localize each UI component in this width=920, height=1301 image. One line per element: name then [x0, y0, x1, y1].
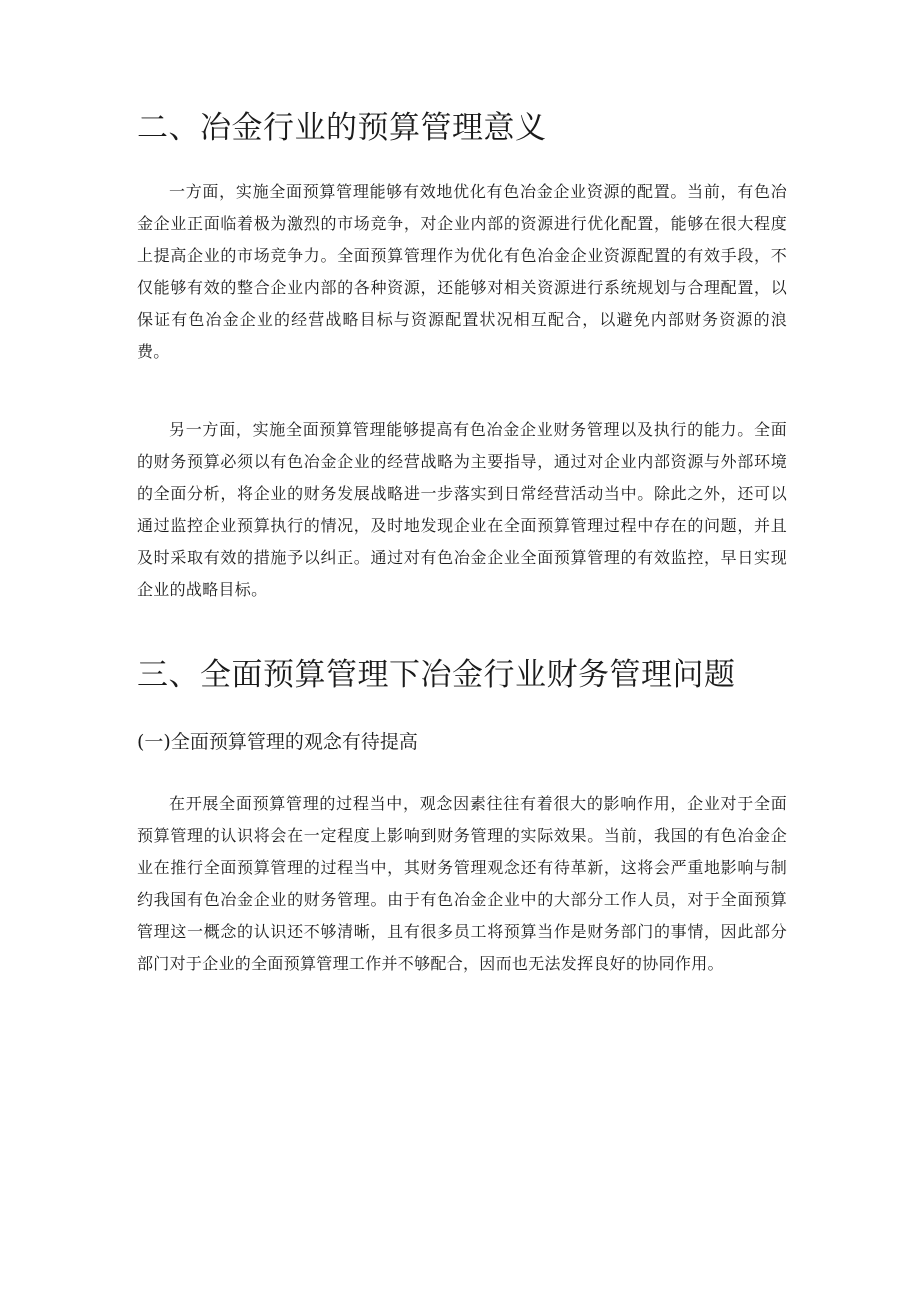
paragraph-financial-execution: 另一方面，实施全面预算管理能够提高有色冶金企业财务管理以及执行的能力。全面的财务预算必须以有色冶金企业的经营战略为主要指导，通过对企业内部资源与外部环境的全面分析，将企业的财务发展战略进一步落实到日常经营活动当中。除此之外，还可以通过监控企业预算执行的情况，及时地发现企业在全面预算管理过程中存在的问题，并且及时采取有效的措施予以纠正。通过对有色冶金企业全面预算管理的有效监控，早日实现企业的战略目标。 [137, 420, 787, 599]
paragraph-budget-concept: 在开展全面预算管理的过程当中，观念因素往往有着很大的影响作用，企业对于全面预算管理的认识将会在一定程度上影响到财务管理的实际效果。当前，我国的有色冶金企业在推行全面预算管理的过程当中，其财务管理观念还有待革新，这将会严重地影响与制约我国有色冶金企业的财务管理。由于有色冶金企业中的大部分工作人员，对于全面预算管理这一概念的认识还不够清晰，且有很多员工将预算当作是财务部门的事情，因此部分部门对于企业的全面预算管理工作并不够配合，因而也无法发挥良好的协同作用。 [137, 794, 787, 973]
section-heading-financial-problems: 三、全面预算管理下冶金行业财务管理问题 [137, 657, 736, 693]
subsection-heading-budget-concept: (一)全面预算管理的观念有待提高 [137, 731, 418, 753]
section-heading-budget-significance: 二、冶金行业的预算管理意义 [137, 110, 547, 146]
paragraph-resource-allocation: 一方面，实施全面预算管理能够有效地优化有色冶金企业资源的配置。当前，有色冶金企业正面临着极为激烈的市场竞争，对企业内部的资源进行优化配置，能够在很大程度上提高企业的市场竞争力。全面预算管理作为优化有色冶金企业资源配置的有效手段，不仅能够有效的整合企业内部的各种资源，还能够对相关资源进行系统规划与合理配置，以保证有色冶金企业的经营战略目标与资源配置状况相互配合，以避免内部财务资源的浪费。 [137, 182, 787, 361]
